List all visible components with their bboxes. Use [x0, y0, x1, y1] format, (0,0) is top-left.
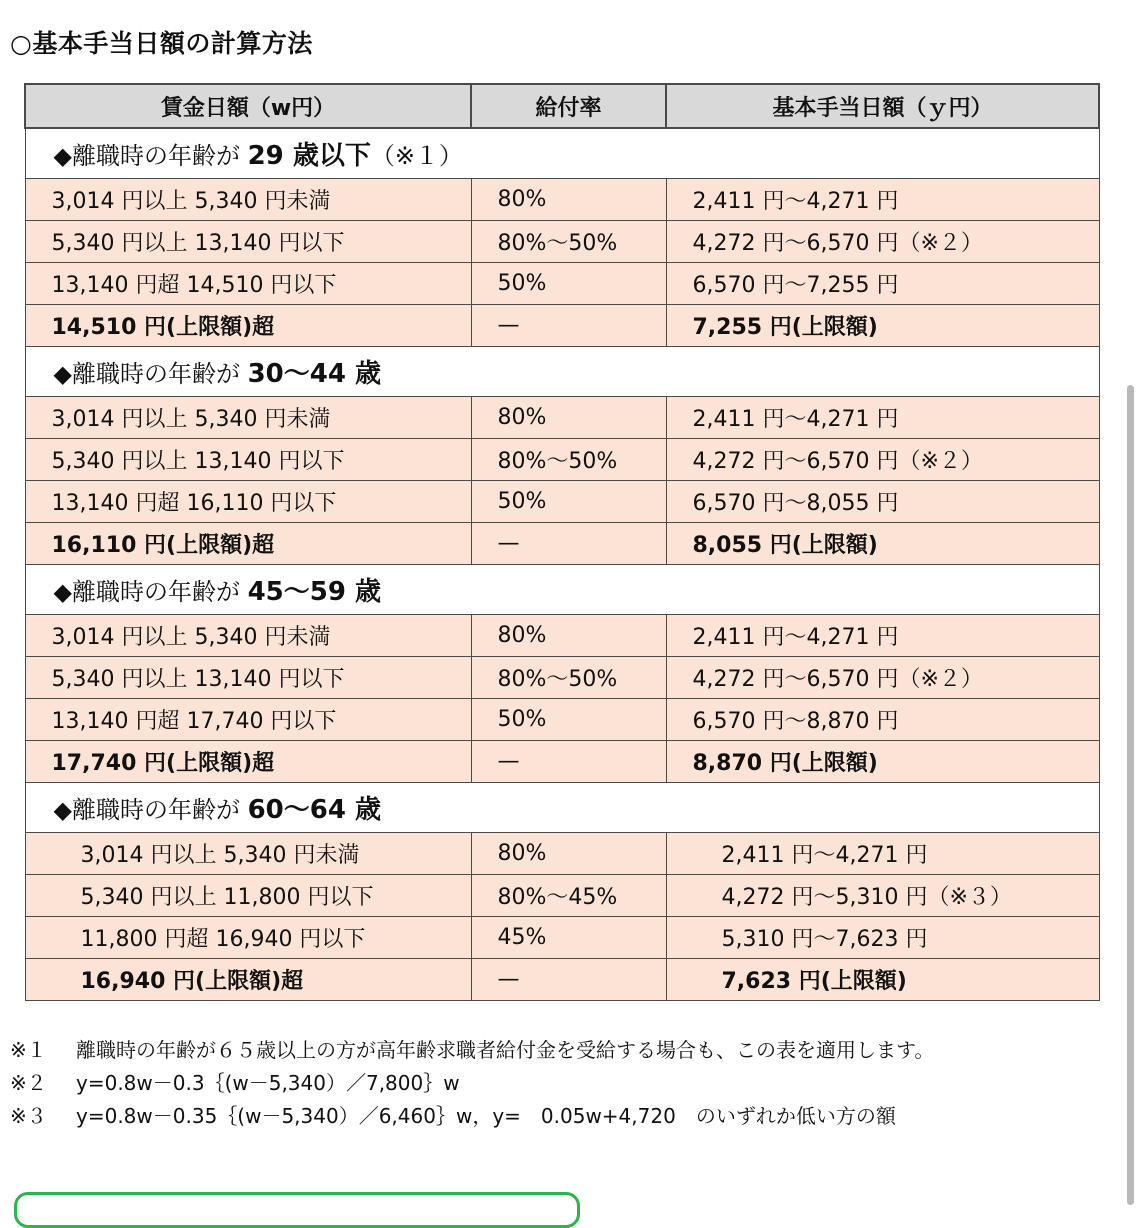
rate-cell: 80%～50% — [471, 221, 666, 263]
rate-cell: 80% — [471, 615, 666, 657]
table-row — [25, 875, 1099, 917]
wage-cell: 5,340 円以上 13,140 円以下 — [25, 221, 471, 263]
age-group-label — [25, 783, 1099, 833]
rate-cell: 80% — [471, 833, 666, 875]
wage-cell: 13,140 円超 14,510 円以下 — [25, 263, 471, 305]
table-row — [25, 699, 1099, 741]
table-row — [25, 179, 1099, 221]
benefit-cell: 4,272 円～6,570 円（※２） — [666, 221, 1099, 263]
benefit-cell: 5,310 円～7,623 円 — [666, 917, 1099, 959]
benefit-cell: 2,411 円～4,271 円 — [666, 833, 1099, 875]
footnote-mark: ※３ — [10, 1104, 47, 1128]
age-group-row — [25, 128, 1099, 179]
wage-cell: 16,110 円(上限額)超 — [25, 523, 471, 565]
table-row — [25, 959, 1099, 1001]
age-group-note: （※１） — [370, 142, 463, 170]
benefit-cell: 8,870 円(上限額) — [666, 741, 1099, 783]
age-group-row — [25, 783, 1099, 833]
table-row — [25, 221, 1099, 263]
wage-cell: 3,014 円以上 5,340 円未満 — [25, 397, 471, 439]
age-group-row — [25, 565, 1099, 615]
footnote-mark: ※１ — [10, 1038, 47, 1062]
table-row — [25, 917, 1099, 959]
table-row — [25, 397, 1099, 439]
wage-cell: 3,014 円以上 5,340 円未満 — [25, 179, 471, 221]
table-row — [25, 833, 1099, 875]
table-row — [25, 741, 1099, 783]
page-title: ○基本手当日額の計算方法 — [10, 29, 313, 58]
benefit-cell: 4,272 円～6,570 円（※２） — [666, 657, 1099, 699]
rate-cell: 50% — [471, 481, 666, 523]
footnote-text: 離職時の年齢が６５歳以上の方が高年齢求職者給付金を受給する場合も、この表を適用します。 — [76, 1038, 935, 1062]
age-group-prefix: ◆離職時の年齢が — [53, 360, 248, 388]
benefit-cell: 2,411 円～4,271 円 — [666, 179, 1099, 221]
scrollbar[interactable] — [1127, 385, 1134, 1205]
footnote-3 — [10, 1100, 934, 1133]
table-row — [25, 481, 1099, 523]
benefit-cell: 7,255 円(上限額) — [666, 305, 1099, 347]
rate-cell: — — [471, 741, 666, 783]
benefit-cell: 4,272 円～5,310 円（※３） — [666, 875, 1099, 917]
wage-cell: 13,140 円超 17,740 円以下 — [25, 699, 471, 741]
age-group-prefix: ◆離職時の年齢が — [53, 142, 248, 170]
rate-cell: — — [471, 959, 666, 1001]
wage-cell: 16,940 円(上限額)超 — [25, 959, 471, 1001]
age-group-prefix: ◆離職時の年齢が — [53, 578, 248, 606]
table-row — [25, 615, 1099, 657]
wage-cell: 17,740 円(上限額)超 — [25, 741, 471, 783]
table-row — [25, 263, 1099, 305]
header-benefit: 基本手当日額（ｙ円） — [666, 84, 1099, 128]
benefit-cell: 8,055 円(上限額) — [666, 523, 1099, 565]
header-wage: 賃金日額（w円） — [25, 84, 471, 128]
rate-cell: — — [471, 523, 666, 565]
age-group-row — [25, 347, 1099, 397]
wage-cell: 5,340 円以上 13,140 円以下 — [25, 439, 471, 481]
rate-cell: 80%～45% — [471, 875, 666, 917]
footnote-text: y=0.8w－0.3｛(w－5,340）／7,800｝w — [76, 1071, 460, 1095]
benefit-cell: 7,623 円(上限額) — [666, 959, 1099, 1001]
footnote-text: y=0.8w－0.35｛(w－5,340）／6,460｝w，y= 0.05w+4,720 のいずれか低い方の額 — [76, 1104, 896, 1128]
benefit-cell: 6,570 円～8,870 円 — [666, 699, 1099, 741]
rate-cell: 45% — [471, 917, 666, 959]
benefit-cell: 4,272 円～6,570 円（※２） — [666, 439, 1099, 481]
footnotes — [10, 1034, 934, 1133]
footnote-mark: ※２ — [10, 1071, 47, 1095]
table-row — [25, 439, 1099, 481]
footnote-1 — [10, 1034, 934, 1067]
age-group-label — [25, 347, 1099, 397]
wage-cell: 3,014 円以上 5,340 円未満 — [25, 615, 471, 657]
age-group-prefix: ◆離職時の年齢が — [53, 796, 248, 824]
rate-cell: 50% — [471, 263, 666, 305]
wage-cell: 14,510 円(上限額)超 — [25, 305, 471, 347]
rate-cell: 80%～50% — [471, 439, 666, 481]
table-row — [25, 657, 1099, 699]
rate-cell: 80%～50% — [471, 657, 666, 699]
age-group-label — [25, 565, 1099, 615]
wage-cell: 3,014 円以上 5,340 円未満 — [25, 833, 471, 875]
rate-cell: 80% — [471, 179, 666, 221]
table-row — [25, 305, 1099, 347]
age-range: 45～59 歳 — [247, 577, 382, 607]
header-rate: 給付率 — [471, 84, 666, 128]
wage-cell: 13,140 円超 16,110 円以下 — [25, 481, 471, 523]
benefit-cell: 6,570 円～7,255 円 — [666, 263, 1099, 305]
table-header-row — [25, 84, 1099, 128]
rate-cell: 50% — [471, 699, 666, 741]
wage-cell: 11,800 円超 16,940 円以下 — [25, 917, 471, 959]
wage-cell: 5,340 円以上 11,800 円以下 — [25, 875, 471, 917]
footnote-2 — [10, 1067, 934, 1100]
age-range: 29 歳以下 — [247, 141, 371, 171]
benefit-cell: 2,411 円～4,271 円 — [666, 615, 1099, 657]
age-range: 60～64 歳 — [247, 795, 382, 825]
benefit-cell: 6,570 円～8,055 円 — [666, 481, 1099, 523]
table-row — [25, 523, 1099, 565]
green-action-button[interactable] — [14, 1192, 580, 1228]
wage-cell: 5,340 円以上 13,140 円以下 — [25, 657, 471, 699]
benefit-cell: 2,411 円～4,271 円 — [666, 397, 1099, 439]
benefit-table — [24, 83, 1100, 1001]
age-range: 30～44 歳 — [247, 359, 382, 389]
age-group-label — [25, 128, 1099, 179]
rate-cell: 80% — [471, 397, 666, 439]
rate-cell: — — [471, 305, 666, 347]
